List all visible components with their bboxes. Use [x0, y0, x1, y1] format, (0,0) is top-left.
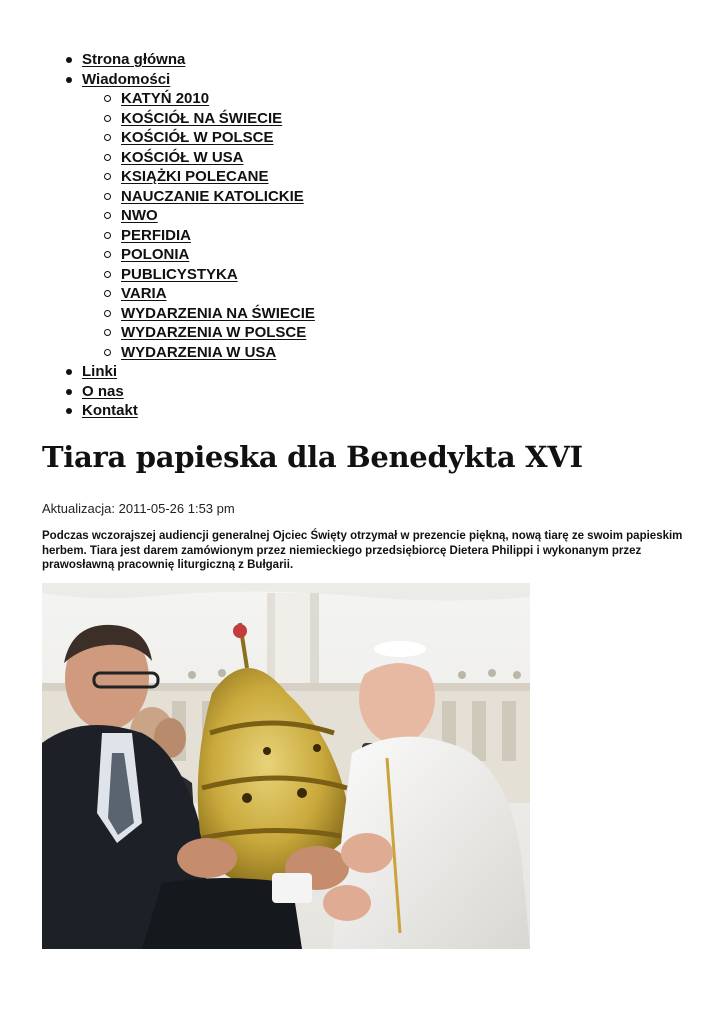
submenu-item	[82, 323, 315, 343]
submenu-link-events-usa[interactable]: WYDARZENIA W USA	[121, 343, 277, 361]
bullet-icon	[66, 77, 72, 83]
nav-item-about	[62, 382, 315, 402]
submenu-item	[82, 226, 315, 246]
article-lead: Podczas wczorajszej audiencji generalnej Ojciec Święty otrzymał w prezencie piękną, nową tiarę ze swoim papieskim herbem. Tiara jest darem zamówionym przez niemieckiego przedsiębiorcę Dietera Philippi i wykonanym przez prawosławną pracownię liturgiczną z Bułgarii.	[42, 530, 683, 571]
nav-link-home[interactable]: Strona główna	[82, 51, 186, 68]
article-title: Tiara papieska dla Benedykta XVI	[42, 440, 583, 474]
submenu-item	[82, 167, 315, 187]
submenu-link-events-poland[interactable]: WYDARZENIA W POLSCE	[121, 324, 307, 341]
circle-bullet-icon	[104, 115, 111, 122]
circle-bullet-icon	[104, 95, 111, 102]
news-submenu	[82, 89, 315, 362]
submenu-item	[82, 109, 315, 129]
circle-bullet-icon	[104, 310, 111, 317]
submenu-item	[82, 128, 315, 148]
nav-item-home	[62, 50, 315, 70]
submenu-link-teaching[interactable]: NAUCZANIE KATOLICKIE	[121, 187, 304, 205]
submenu-link-publicystyka[interactable]: PUBLICYSTYKA	[121, 265, 238, 283]
circle-bullet-icon	[104, 134, 111, 141]
circle-bullet-icon	[104, 193, 111, 200]
submenu-link-nwo[interactable]: NWO	[121, 207, 158, 224]
circle-bullet-icon	[104, 173, 111, 180]
nav-item-news	[62, 70, 315, 363]
main-navigation	[62, 50, 315, 421]
submenu-link-varia[interactable]: VARIA	[121, 285, 167, 302]
bullet-icon	[66, 408, 72, 414]
submenu-item	[82, 343, 315, 363]
submenu-link-church-usa[interactable]: KOŚCIÓŁ W USA	[121, 148, 244, 166]
submenu-item	[82, 245, 315, 265]
nav-item-contact	[62, 401, 315, 421]
submenu-item	[82, 187, 315, 207]
submenu-link-books[interactable]: KSIĄŻKI POLECANE	[121, 168, 269, 185]
circle-bullet-icon	[104, 349, 111, 356]
submenu-link-church-world[interactable]: KOŚCIÓŁ NA ŚWIECIE	[121, 109, 283, 127]
photo-illustration	[42, 583, 530, 949]
submenu-item	[82, 206, 315, 226]
bullet-icon	[66, 369, 72, 375]
submenu-link-katyn[interactable]: KATYŃ 2010	[121, 90, 210, 107]
submenu-item	[82, 89, 315, 109]
nav-link-news[interactable]: Wiadomości	[82, 70, 171, 88]
submenu-link-church-poland[interactable]: KOŚCIÓŁ W POLSCE	[121, 129, 274, 146]
circle-bullet-icon	[104, 154, 111, 161]
nav-link-links[interactable]: Linki	[82, 363, 118, 380]
nav-list	[62, 50, 315, 421]
nav-item-links	[62, 362, 315, 382]
submenu-item	[82, 148, 315, 168]
bullet-icon	[66, 57, 72, 63]
circle-bullet-icon	[104, 290, 111, 297]
submenu-item	[82, 304, 315, 324]
circle-bullet-icon	[104, 329, 111, 336]
submenu-link-perfidia[interactable]: PERFIDIA	[121, 226, 192, 244]
nav-link-contact[interactable]: Kontakt	[82, 402, 138, 419]
circle-bullet-icon	[104, 271, 111, 278]
nav-link-about[interactable]: O nas	[82, 382, 124, 400]
bullet-icon	[66, 389, 72, 395]
submenu-item	[82, 265, 315, 285]
article-updated: Aktualizacja: 2011-05-26 1:53 pm	[42, 501, 235, 516]
circle-bullet-icon	[104, 212, 111, 219]
article-photo	[42, 583, 530, 949]
submenu-item	[82, 284, 315, 304]
circle-bullet-icon	[104, 251, 111, 258]
submenu-link-polonia[interactable]: POLONIA	[121, 246, 190, 263]
circle-bullet-icon	[104, 232, 111, 239]
submenu-link-events-world[interactable]: WYDARZENIA NA ŚWIECIE	[121, 304, 315, 322]
